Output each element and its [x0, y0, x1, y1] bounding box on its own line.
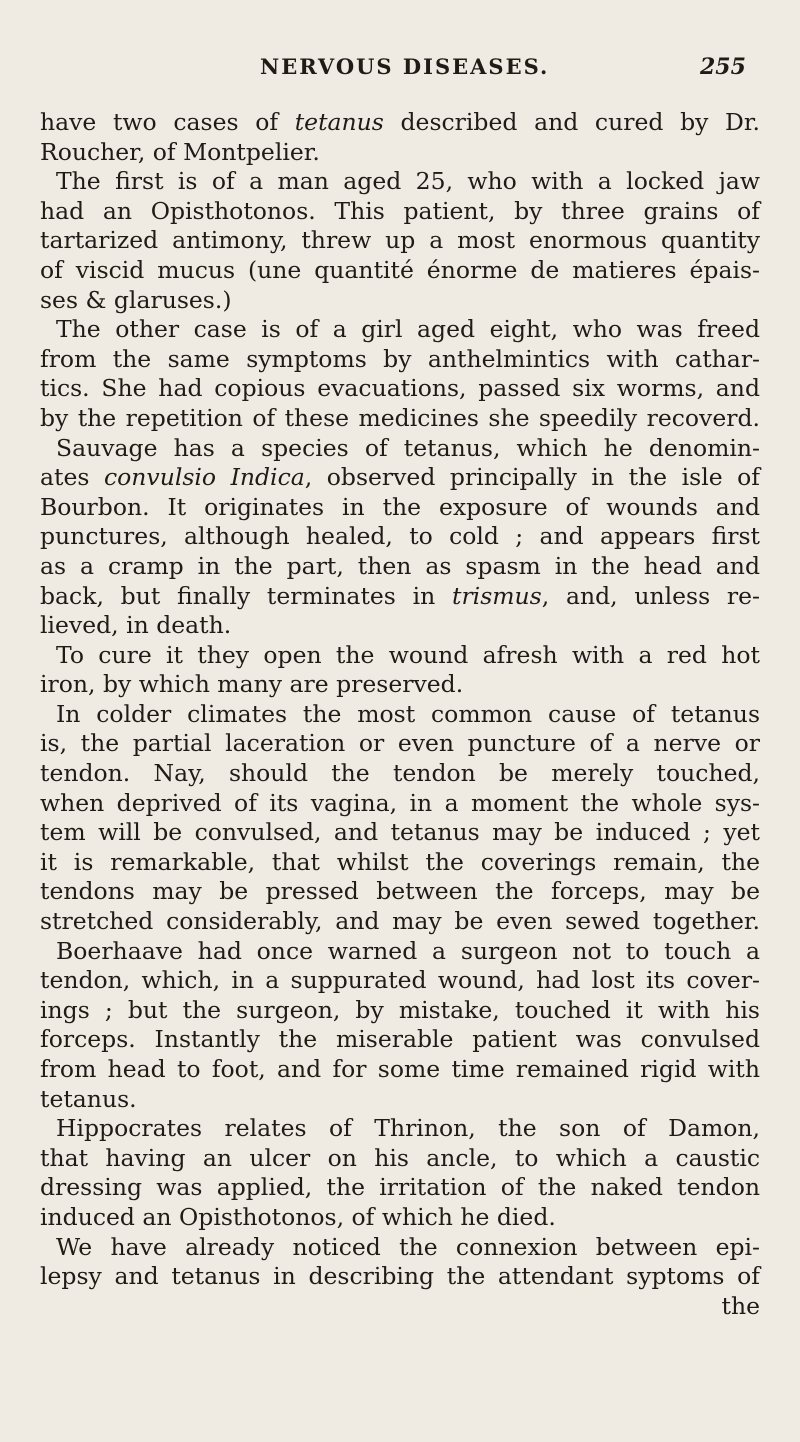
- text-line: by the repetition of these medicines she speedily recoverd.: [40, 403, 760, 432]
- text-line: it is remarkable, that whilst the coverings remain, the: [40, 847, 760, 876]
- text-line: tetanus.: [40, 1084, 137, 1113]
- text-line: tendon. Nay, should the tendon be merely touched,: [40, 759, 760, 788]
- page-header: [0, 54, 800, 94]
- text-line: Roucher, of Montpelier.: [40, 137, 320, 166]
- text-line: lepsy and tetanus in describing the attendant syptoms of: [40, 1262, 760, 1291]
- text-line: from the same symptoms by anthelmintics with cathar-: [40, 344, 760, 373]
- text-line: of viscid mucus (une quantité énorme de matieres épais-: [40, 255, 760, 284]
- text-line: punctures, although healed, to cold ; and appears first: [40, 522, 760, 551]
- text-line: Sauvage has a species of tetanus, which he denomin-: [56, 433, 760, 462]
- text-line: when deprived of its vagina, in a moment the whole sys-: [40, 788, 760, 817]
- body-text: [40, 108, 760, 1321]
- running-title: NERVOUS DISEASES.: [260, 54, 550, 79]
- page-number: 255: [700, 54, 746, 80]
- text-line: tartarized antimony, threw up a most enormous quantity: [40, 226, 760, 255]
- text-line: lieved, in death.: [40, 611, 232, 640]
- text-line: induced an Opisthotonos, of which he died.: [40, 1202, 556, 1231]
- text-line: In colder climates the most common cause of tetanus: [56, 699, 760, 728]
- text-line: ates convulsio Indica, observed principally in the isle of: [40, 463, 760, 492]
- text-line: Boerhaave had once warned a surgeon not to touch a: [56, 936, 760, 965]
- text-line: the: [721, 1291, 760, 1320]
- text-line: is, the partial laceration or even puncture of a nerve or: [40, 729, 760, 758]
- text-line: stretched considerably, and may be even sewed together.: [40, 907, 760, 936]
- text-line: iron, by which many are preserved.: [40, 670, 464, 699]
- text-line: To cure it they open the wound afresh with a red hot: [56, 640, 760, 669]
- text-line: that having an ulcer on his ancle, to which a caustic: [40, 1143, 760, 1172]
- text-line: tendons may be pressed between the forceps, may be: [40, 877, 760, 906]
- text-line: tem will be convulsed, and tetanus may be induced ; yet: [40, 818, 760, 847]
- text-line: back, but finally terminates in trismus, and, unless re-: [40, 581, 760, 610]
- text-line: from head to foot, and for some time remained rigid with: [40, 1055, 760, 1083]
- text-line: dressing was applied, the irritation of the naked tendon: [40, 1173, 760, 1202]
- text-line: ings ; but the surgeon, by mistake, touched it with his: [40, 995, 760, 1024]
- text-line: had an Opisthotonos. This patient, by three grains of: [40, 196, 760, 225]
- text-line: The other case is of a girl aged eight, who was freed: [56, 315, 760, 344]
- text-line: The first is of a man aged 25, who with a locked jaw: [56, 167, 760, 196]
- text-line: as a cramp in the part, then as spasm in the head and: [40, 551, 760, 580]
- text-line: ses & glaruses.): [40, 285, 232, 314]
- text-line: Bourbon. It originates in the exposure of wounds and: [40, 492, 760, 521]
- text-line: forceps. Instantly the miserable patient was convulsed: [40, 1025, 760, 1054]
- text-line: have two cases of tetanus described and cured by Dr.: [40, 108, 761, 136]
- text-line: tics. She had copious evacuations, passed six worms, and: [40, 374, 760, 403]
- text-line: We have already noticed the connexion between epi-: [56, 1232, 760, 1261]
- text-line: Hippocrates relates of Thrinon, the son of Damon,: [56, 1114, 760, 1143]
- text-line: tendon, which, in a suppurated wound, had lost its cover-: [40, 966, 760, 995]
